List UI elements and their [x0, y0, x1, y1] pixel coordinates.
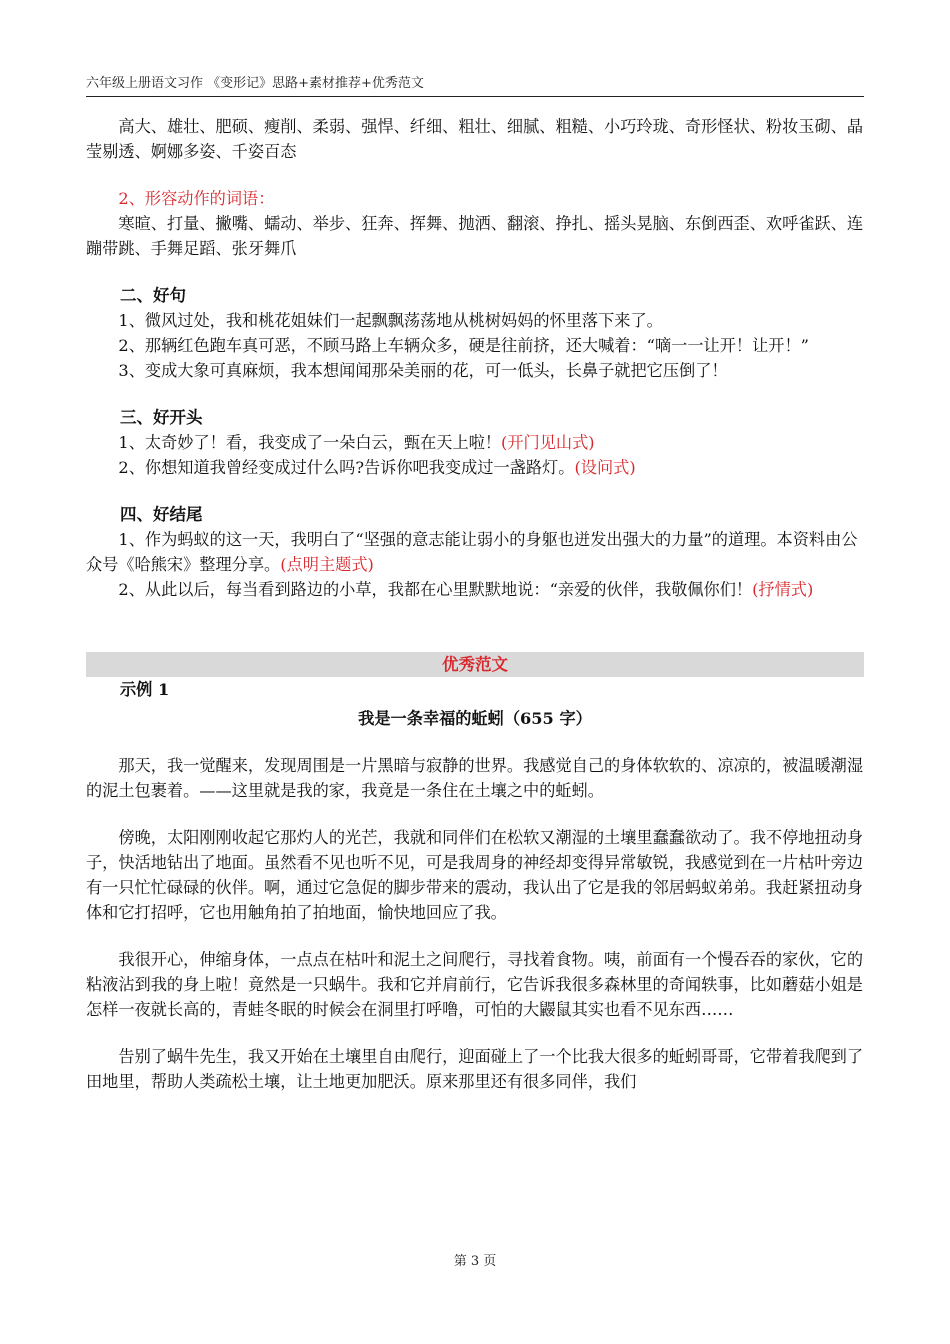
appearance-words: 高大、雄壮、肥硕、瘦削、柔弱、强悍、纤细、粗壮、细腻、粗糙、小巧玲珑、奇形怪状、粉妆玉砌、晶莹剔透、婀娜多姿、千姿百态 — [86, 117, 864, 161]
ending-1-note: (点明主题式) — [280, 555, 374, 574]
essay-paragraph-2: 傍晚，太阳刚刚收起它那灼人的光芒，我就和同伴们在松软又潮湿的土壤里蠢蠢欲动了。我不停地扭动身子，快活地钻出了地面。虽然看不见也听不见，可是我周身的神经却变得异常敏锐，我感觉到在一片枯叶旁边有一只忙忙碌碌的伙伴。啊，通过它急促的脚步带来的震动，我认出了它是我的邻居蚂蚁弟弟。我赶紧扭动身体和它打招呼，它也用触角拍了拍地面，愉快地回应了我。 — [86, 828, 864, 922]
good-sentences-heading: 二、好句 — [120, 286, 186, 305]
good-opening-2: 2、你想知道我曾经变成过什么吗?告诉你吧我变成过一盏路灯。(设问式) — [118, 458, 636, 477]
section-banner: 优秀范文 — [86, 652, 864, 677]
good-openings-heading: 三、好开头 — [120, 408, 203, 427]
opening-2-note: (设问式) — [574, 458, 636, 477]
essay-title: 我是一条幸福的蚯蚓（655 字） — [358, 709, 592, 728]
action-words-heading: 2、形容动作的词语： — [118, 189, 275, 208]
document-body — [86, 114, 864, 1094]
good-opening-1: 1、太奇妙了！看，我变成了一朵白云，甄在天上啦！(开门见山式) — [118, 433, 595, 452]
page-header: 六年级上册语文习作 《变形记》思路+素材推荐+优秀范文 — [86, 72, 864, 97]
page-number: 第 3 页 — [453, 1254, 497, 1269]
good-sentence-3: 3、变成大象可真麻烦，我本想闻闻那朵美丽的花，可一低头，长鼻子就把它压倒了！ — [118, 361, 728, 380]
action-words: 寒暄、打量、撇嘴、蠕动、举步、狂奔、挥舞、抛洒、翻滚、挣扎、摇头晃脑、东倒西歪、欢呼雀跃、连蹦带跳、手舞足蹈、张牙舞爪 — [86, 214, 864, 258]
good-ending-1: 1、作为蚂蚁的这一天，我明白了“坚强的意志能让弱小的身躯也迸发出强大的力量”的道理。本资料由公众号《哈熊宋》整理分享。(点明主题式) — [86, 530, 858, 574]
example-label: 示例 1 — [120, 680, 170, 699]
good-sentence-2: 2、那辆红色跑车真可恶，不顾马路上车辆众多，硬是往前挤，还大喊着：“嘀一一让开！让开！” — [118, 336, 809, 355]
essay-paragraph-1: 那天，我一觉醒来，发现周围是一片黑暗与寂静的世界。我感觉自己的身体软软的、凉凉的，被温暖潮湿的泥土包裹着。——这里就是我的家，我竟是一条住在土壤之中的蚯蚓。 — [86, 756, 864, 800]
good-endings-heading: 四、好结尾 — [120, 505, 203, 524]
ending-2-note: (抒情式) — [752, 580, 814, 599]
essay-paragraph-4: 告别了蜗牛先生，我又开始在土壤里自由爬行，迎面碰上了一个比我大很多的蚯蚓哥哥，它带着我爬到了田地里，帮助人类疏松土壤，让土地更加肥沃。原来那里还有很多同伴，我们 — [86, 1047, 864, 1091]
essay-paragraph-3: 我很开心，伸缩身体，一点点在枯叶和泥土之间爬行，寻找着食物。咦，前面有一个慢吞吞的家伙，它的粘液沾到我的身上啦！竟然是一只蜗牛。我和它并肩前行，它告诉我很多森林里的奇闻轶事，比如蘑菇小姐是怎样一夜就长高的，青蛙冬眠的时候会在洞里打呼噜，可怕的大鼹鼠其实也看不见东西…… — [86, 950, 864, 1019]
good-sentence-1: 1、微风过处，我和桃花姐妹们一起飘飘荡荡地从桃树妈妈的怀里落下来了。 — [118, 311, 663, 330]
good-ending-2: 2、从此以后，每当看到路边的小草，我都在心里默默地说：“亲爱的伙伴，我敬佩你们！(抒情式) — [118, 580, 814, 599]
opening-1-note: (开门见山式) — [501, 433, 595, 452]
